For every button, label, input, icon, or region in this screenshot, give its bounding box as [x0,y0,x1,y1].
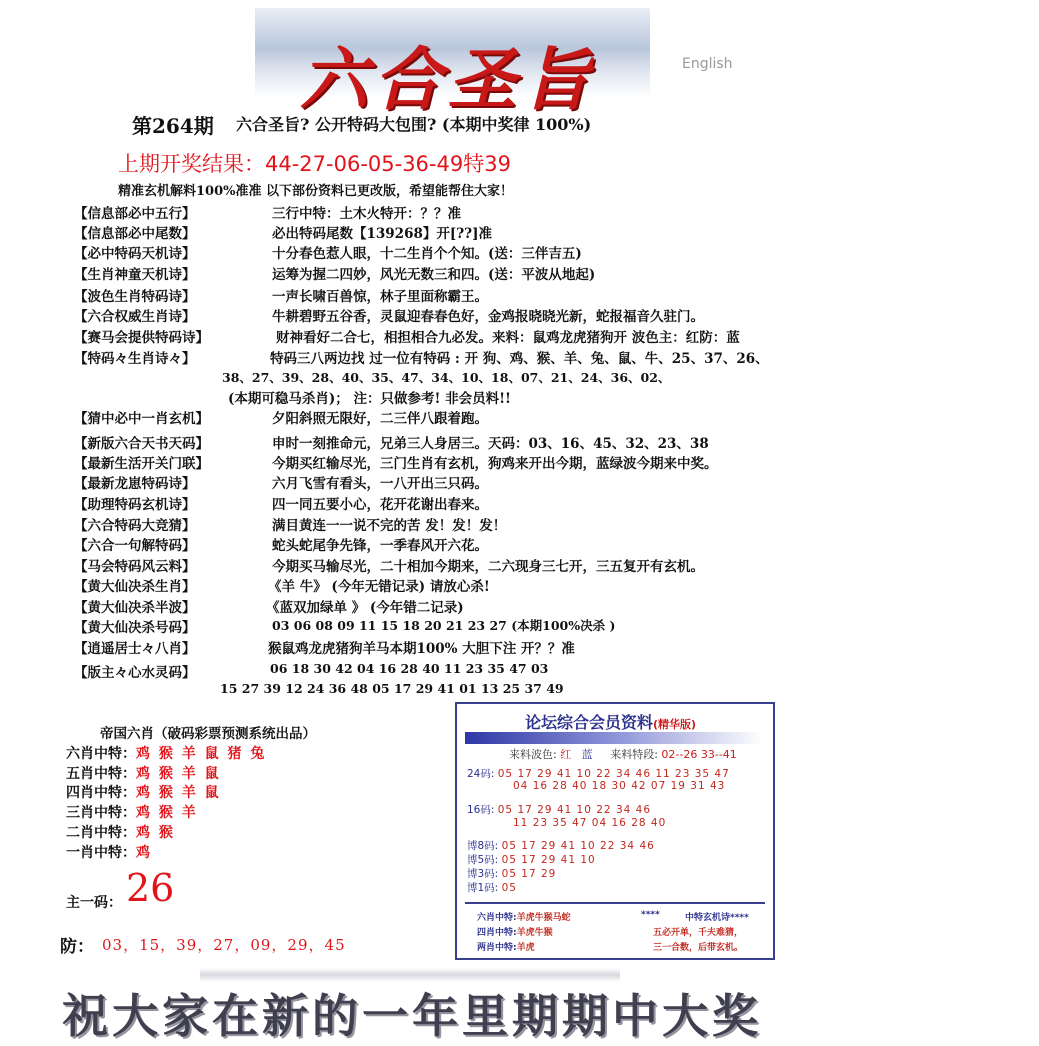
row-label: 【黄大仙决杀半波】 [74,600,196,616]
six-value: 鸡 猴 羊 鼠 [136,785,221,801]
six-label: 二肖中特： [66,825,136,841]
row-value: 06 18 30 42 04 16 28 40 11 23 35 47 03 [270,661,549,676]
row-label: 【最新生活开关门联】 [74,456,209,472]
panel-line: 博5码: 05 17 29 41 10 [467,854,596,866]
row-value: 四一同五要小心，花开花谢出春来。 [272,497,488,513]
row-value: 运筹为握二四妙，风光无数三和四。(送：平波从地起) [272,267,596,283]
row-label: 【赛马会提供特码诗】 [74,330,209,346]
row-label: 【最新龙崽特码诗】 [74,476,196,492]
panel-stripe [465,732,763,744]
row-value: 夕阳斜照无限好，二三伴八跟着跑。 [272,411,488,427]
row-value: 特码三八两边找 过一位有特码 : 开 狗、鸡、猴、羊、兔、鼠、牛、25、37、26、 [270,351,769,367]
row-value: 猴鼠鸡龙虎猪狗羊马本期100% 大胆下注 开？？准 [268,641,575,657]
panel-sub: 来料波色: 红 蓝 来料特段: 02--26 33--41 [509,748,737,761]
row-label: 【马会特码风云料】 [74,559,196,575]
intro-text: 精准玄机解料100%准准 以下部份资料已更改版，希望能帮住大家！ [118,184,514,199]
panel-line: 11 23 35 47 04 16 28 40 [513,817,667,829]
row-label: 【生肖神童天机诗】 [74,267,196,283]
panel-title: 论坛综合会员资料(精华版) [525,713,697,732]
row-value: 《蓝双加绿单 》 (今年错二记录) [266,600,464,616]
defend-numbers: 03，15，39，27，09，29，45 [102,936,346,954]
row-value: 今期买马输尽光，二十相加今期来，二六现身三七开，三五复开有玄机。 [272,559,704,575]
six-value: 鸡 猴 羊 鼠 猪 兔 [136,746,267,762]
panel-title-sub: (精华版) [653,718,697,731]
row-label: 【版主々心水灵码】 [74,665,196,681]
row-value: 三行中特：土木火特开：？？准 [272,206,461,222]
row-value: 牛耕碧野五谷香，灵鼠迎春春色好，金鸡报晓晓光新，蛇报福音久驻门。 [272,309,704,325]
six-label: 三肖中特： [66,805,136,821]
issue-number: 第264期 [132,114,214,138]
panel-line: 博8码: 05 17 29 41 10 22 34 46 [467,840,655,852]
english-link[interactable]: English [682,56,733,72]
panel-line: 博1码: 05 [467,882,517,894]
main-code-label: 主一码： [66,895,122,911]
member-panel [455,702,775,960]
row-value: 蛇头蛇尾争先锋，一季春风开六花。 [272,538,488,554]
six-value: 鸡 猴 羊 鼠 [136,766,221,782]
six-row [66,743,266,763]
panel-line: 博3码: 05 17 29 [467,868,557,880]
row-label: 【六合特码大竞猜】 [74,518,196,534]
six-row [66,842,152,862]
six-value: 鸡 猴 [136,825,175,841]
row-label: 【必中特码天机诗】 [74,246,196,262]
six-row [66,802,198,822]
row-value: 一声长啸百兽惊，林子里面称霸王。 [272,289,488,305]
issue-description: 六合圣旨? 公开特码大包围? (本期中奖律 100%) [236,115,592,134]
panel-line: 16码: 05 17 29 41 10 22 34 46 [467,804,652,816]
defend-label: 防： [60,937,94,957]
six-label: 六肖中特： [66,746,136,762]
six-label: 一肖中特： [66,845,136,861]
row-label: 【助理特码玄机诗】 [74,497,196,513]
six-row [66,763,221,783]
six-label: 四肖中特： [66,785,136,801]
row-label: 【特码々生肖诗々】 [74,351,196,367]
row-label: 【六合权威生肖诗】 [74,309,196,325]
banner-title: 六合圣旨 [300,40,597,120]
row-label: 【黄大仙决杀号码】 [74,620,196,636]
footer-wish: 祝大家在新的一年里期期中大奖 [62,989,762,1043]
row-value: 财神看好二合七，相担相合九必发。来料：鼠鸡龙虎猪狗开 波色主：红防：蓝 [276,330,740,346]
row-value: 15 27 39 12 24 36 48 05 17 29 41 01 13 25 37 49 [220,681,564,696]
panel-bottom: 六肖中特:羊虎牛猴马蛇 **** 中特玄机诗**** 四肖中特:羊虎牛猴 两肖中特:羊虎 五必开单，千夫难猜， 三一合数，后带玄机。 [465,902,765,954]
row-label: 【信息部必中尾数】 [74,226,196,242]
empire-title: 帝国六肖（破码彩票预测系统出品） [100,726,316,742]
row-label: 【逍遥居士々八肖】 [74,641,196,657]
main-code: 26 [126,866,175,910]
row-value: 38、27、39、28、40、35、47、34、10、18、07、21、24、36、02、 [222,370,671,385]
row-value: 《羊 牛》 (今年无错记录) 请放心杀! [268,579,490,595]
panel-line: 04 16 28 40 18 30 42 07 19 31 43 [513,780,726,792]
row-value: 申时一刻推命元，兄弟三人身居三。天码：03、16、45、32、23、38 [272,436,709,452]
row-value: 必出特码尾数【139268】开[??]准 [272,226,492,242]
row-label: 【六合一句解特码】 [74,538,196,554]
last-result: 上期开奖结果：44-27-06-05-36-49特39 [118,152,511,176]
six-value: 鸡 [136,845,152,861]
six-row [66,782,221,802]
row-label: 【猜中必中一肖玄机】 [74,411,209,427]
row-label: 【波色生肖特码诗】 [74,289,196,305]
row-value: 六月飞雪有看头，一八开出三只码。 [272,476,488,492]
row-label: 【黄大仙决杀生肖】 [74,579,196,595]
six-value: 鸡 猴 羊 [136,805,198,821]
row-value: 满目黄连一一说不完的苦 发！发！发！ [272,518,507,534]
row-label: 【信息部必中五行】 [74,206,196,222]
row-value: 十分春色惹人眼，十二生肖个个知。(送：三伴吉五) [272,246,582,262]
six-label: 五肖中特： [66,766,136,782]
row-label: 【新版六合天书天码】 [74,436,209,452]
row-value: 03 06 08 09 11 15 18 20 21 23 27 (本期100%决杀 ) [272,618,616,633]
row-value: 今期买红输尽光，三门生肖有玄机，狗鸡来开出今期，蓝绿波今期来中奖。 [272,456,718,472]
six-row [66,822,175,842]
panel-line: 24码: 05 17 29 41 10 22 34 46 11 23 35 47 [467,768,730,780]
row-value: (本期可稳马杀肖)； 注：只做参考! 非会员料!! [228,391,511,407]
